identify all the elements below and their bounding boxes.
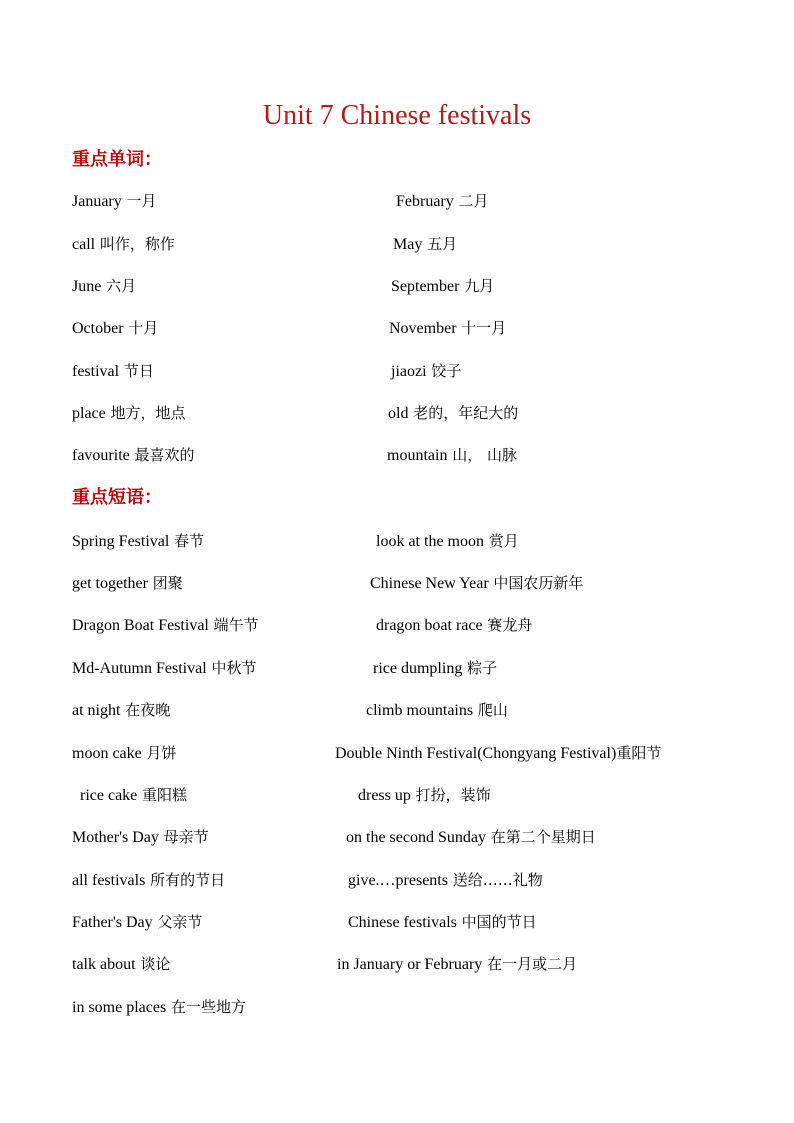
word-entry-left [72, 190, 157, 213]
word-entry-right [388, 402, 518, 425]
phrase-chinese: 送给……礼物 [447, 871, 543, 889]
word-english: October [72, 320, 124, 337]
phrase-entry-left [72, 953, 170, 976]
word-chinese: 节日 [119, 362, 154, 380]
word-chinese: 地方，地点 [105, 404, 186, 422]
word-entry-left [72, 275, 136, 298]
phrase-english: give.…presents [348, 872, 448, 889]
phrase-chinese: 所有的节日 [145, 871, 226, 889]
word-entry-left [72, 317, 158, 340]
word-english: February [396, 193, 454, 210]
word-english: place [72, 405, 106, 422]
phrase-entry-left [72, 996, 246, 1019]
word-entry-right [387, 444, 517, 467]
word-entry-right [393, 233, 457, 256]
phrase-entry-left [80, 784, 187, 807]
phrase-chinese: 在夜晚 [120, 701, 171, 719]
word-entry-right [396, 190, 489, 213]
phrase-english: Chinese festivals [348, 914, 457, 931]
word-english: May [393, 236, 423, 253]
phrase-english: dress up [358, 787, 411, 804]
phrase-english: climb mountains [366, 702, 474, 719]
word-entry-right [391, 360, 461, 383]
word-chinese: 九月 [459, 277, 495, 295]
word-chinese: 叫作，称作 [95, 235, 175, 253]
phrase-chinese: 春节 [169, 532, 205, 550]
word-english: June [72, 278, 102, 295]
phrase-english: on the second Sunday [346, 829, 486, 846]
phrase-chinese: 月饼 [141, 744, 177, 762]
phrase-chinese: 重阳节 [616, 744, 662, 762]
phrase-entry-left [72, 530, 204, 553]
phrase-english: Double Ninth Festival(Chongyang Festival) [335, 745, 617, 762]
phrase-english: in some places [72, 999, 167, 1016]
phrase-chinese: 团聚 [147, 574, 183, 592]
phrase-english: at night [72, 702, 121, 719]
phrase-entry-right [376, 614, 532, 637]
word-chinese: 五月 [422, 235, 458, 253]
phrase-entry-right [366, 699, 508, 722]
phrase-entry-right [348, 869, 543, 892]
phrases-heading: 重点短语： [72, 487, 162, 508]
phrase-chinese: 中国的节日 [456, 913, 537, 931]
word-english: September [391, 278, 460, 295]
phrase-chinese: 在一月或二月 [482, 955, 578, 973]
phrase-english: dragon boat race [376, 617, 483, 634]
phrase-entry-right [335, 742, 661, 765]
phrase-english: get together [72, 575, 148, 592]
phrase-english: Mother's Day [72, 829, 159, 846]
phrase-english: rice dumpling [373, 660, 463, 677]
word-entry-right [389, 317, 506, 340]
phrase-chinese: 粽子 [462, 659, 498, 677]
phrase-english: Dragon Boat Festival [72, 617, 209, 634]
phrase-entry-left [72, 826, 209, 849]
word-english: November [389, 320, 457, 337]
phrase-chinese: 母亲节 [158, 828, 209, 846]
word-entry-left [72, 402, 186, 425]
phrase-chinese: 重阳糕 [137, 786, 188, 804]
phrase-english: rice cake [80, 787, 138, 804]
word-chinese: 一月 [121, 192, 157, 210]
phrase-chinese: 中秋节 [206, 659, 257, 677]
phrase-chinese: 打扮，装饰 [410, 786, 491, 804]
phrase-english: in January or February [337, 956, 483, 973]
phrase-chinese: 赛龙舟 [482, 616, 533, 634]
phrase-chinese: 父亲节 [152, 913, 203, 931]
page-title: Unit 7 Chinese festivals [262, 100, 532, 131]
phrase-english: all festivals [72, 872, 146, 889]
phrase-entry-left [72, 572, 183, 595]
phrase-chinese: 谈论 [135, 955, 171, 973]
phrase-english: look at the moon [376, 533, 484, 550]
word-english: mountain [387, 447, 448, 464]
phrase-english: Father's Day [72, 914, 153, 931]
phrase-entry-left [72, 657, 256, 680]
phrase-chinese: 中国农历新年 [488, 574, 584, 592]
phrase-entry-right [376, 530, 519, 553]
word-english: favourite [72, 447, 130, 464]
phrase-chinese: 端午节 [208, 616, 259, 634]
phrase-entry-left [72, 742, 177, 765]
phrase-entry-left [72, 869, 225, 892]
word-chinese: 六月 [101, 277, 137, 295]
phrase-chinese: 爬山 [473, 701, 508, 719]
words-heading: 重点单词： [72, 149, 162, 170]
word-chinese: 二月 [453, 192, 489, 210]
phrase-entry-right [346, 826, 596, 849]
word-chinese: 十月 [123, 319, 159, 337]
phrase-entry-right [348, 911, 537, 934]
phrase-english: moon cake [72, 745, 142, 762]
word-english: jiaozi [391, 363, 427, 380]
phrase-english: Spring Festival [72, 533, 170, 550]
word-english: call [72, 236, 96, 253]
phrase-entry-left [72, 699, 170, 722]
phrase-entry-left [72, 911, 202, 934]
phrase-entry-left [72, 614, 259, 637]
phrase-chinese: 赏月 [483, 532, 519, 550]
word-chinese: 饺子 [426, 362, 462, 380]
word-entry-left [72, 360, 154, 383]
phrase-english: Chinese New Year [370, 575, 489, 592]
phrase-chinese: 在一些地方 [166, 998, 246, 1016]
word-entry-right [391, 275, 494, 298]
word-chinese: 十一月 [456, 319, 507, 337]
phrase-entry-right [358, 784, 491, 807]
word-chinese: 山， 山脉 [447, 446, 517, 464]
word-english: January [72, 193, 122, 210]
word-chinese: 老的，年纪大的 [408, 404, 519, 422]
word-english: festival [72, 363, 120, 380]
phrase-english: Md-Autumn Festival [72, 660, 207, 677]
word-english: old [388, 405, 409, 422]
word-chinese: 最喜欢的 [129, 446, 195, 464]
phrase-chinese: 在第二个星期日 [485, 828, 596, 846]
word-entry-left [72, 233, 175, 256]
phrase-entry-right [337, 953, 577, 976]
phrase-entry-right [373, 657, 497, 680]
phrase-english: talk about [72, 956, 136, 973]
phrase-entry-right [370, 572, 583, 595]
word-entry-left [72, 444, 195, 467]
